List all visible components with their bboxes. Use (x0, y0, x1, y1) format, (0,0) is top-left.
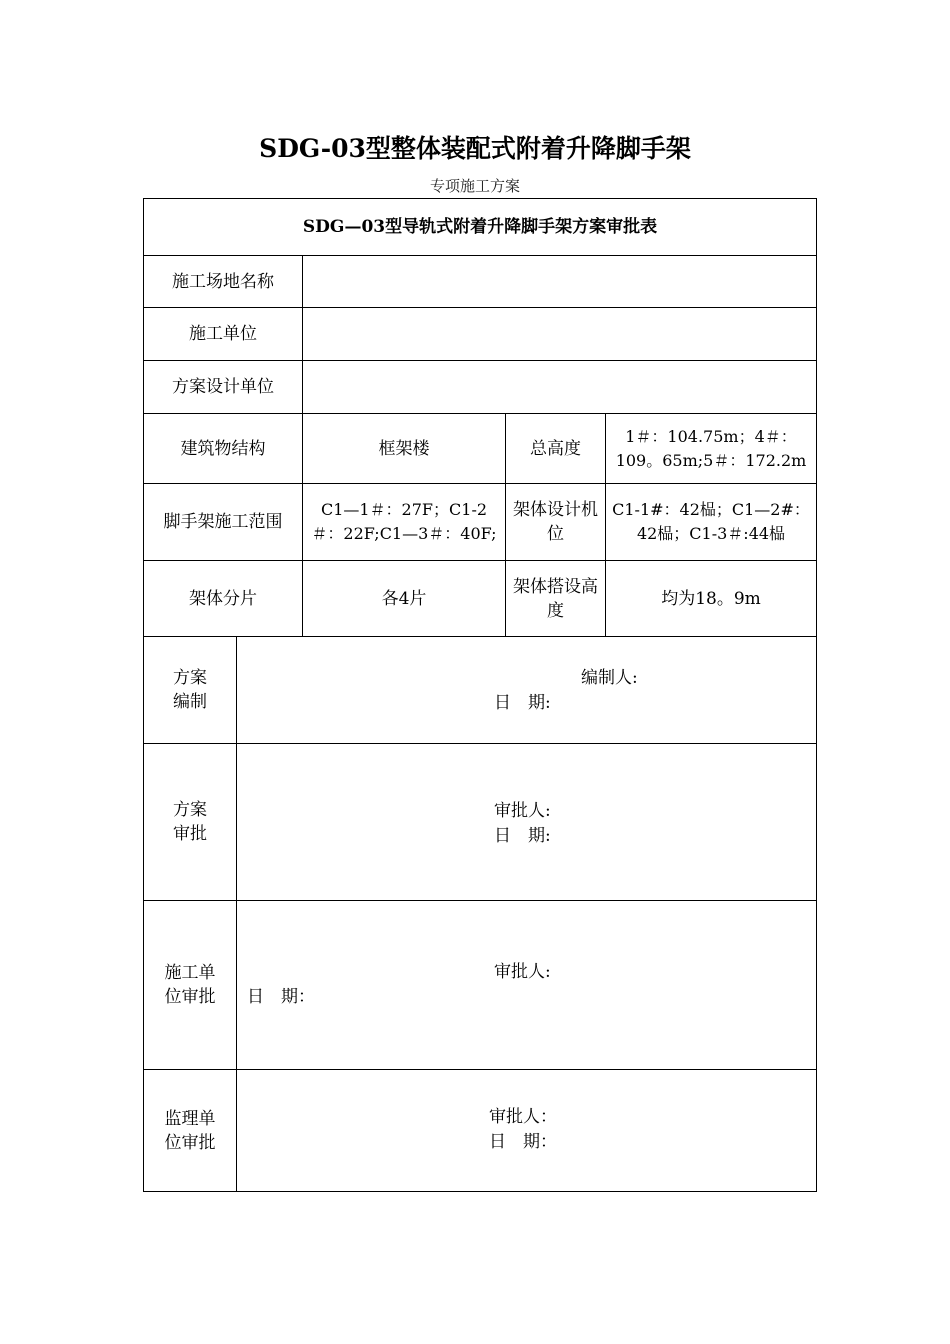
design-positions-value: C1-1#：42榀；C1—2#：42榀；C1-3＃:44榀 (606, 484, 817, 561)
structure-label: 建筑物结构 (144, 414, 303, 484)
erect-height-value: 均为18。9m (606, 561, 817, 637)
approve-section-label: 方案审批 (144, 744, 237, 901)
compile-date-label: 日 期: (494, 693, 551, 713)
design-unit-label: 方案设计单位 (144, 361, 303, 414)
document-title: SDG-03型整体装配式附着升降脚手架 (259, 134, 691, 163)
approve-section-body[interactable] (237, 744, 817, 901)
supervisor-date-label: 日 期： (489, 1132, 557, 1152)
approve-date-label: 日 期: (494, 826, 551, 846)
total-height-value: 1＃：104.75m；4＃：109。65m;5＃：172.2m (606, 414, 817, 484)
scope-label: 脚手架施工范围 (144, 484, 303, 561)
contractor-section-label: 施工单位审批 (144, 901, 237, 1070)
construction-unit-label: 施工单位 (144, 308, 303, 361)
compile-section-label: 方案编制 (144, 637, 237, 744)
structure-value: 框架楼 (303, 414, 506, 484)
compile-section-body[interactable] (237, 637, 817, 744)
compiler-label: 编制人: (581, 668, 638, 688)
scope-value: C1—1＃：27F；C1-2＃：22F;C1—3＃：40F; (303, 484, 506, 561)
form-title: SDG—03型导轨式附着升降脚手架方案审批表 (144, 199, 817, 256)
design-unit-field[interactable] (303, 361, 817, 414)
contractor-approver-label: 审批人: (494, 962, 551, 982)
supervisor-section-body[interactable] (237, 1070, 817, 1192)
contractor-date-label: 日 期： (247, 987, 315, 1007)
segments-label: 架体分片 (144, 561, 303, 637)
design-positions-label: 架体设计机位 (506, 484, 606, 561)
site-name-field[interactable] (303, 256, 817, 308)
erect-height-label: 架体搭设高度 (506, 561, 606, 637)
supervisor-section-label: 监理单位审批 (144, 1070, 237, 1192)
contractor-section-body[interactable] (237, 901, 817, 1070)
construction-unit-field[interactable] (303, 308, 817, 361)
total-height-label: 总高度 (506, 414, 606, 484)
supervisor-approver-label: 审批人： (489, 1107, 557, 1127)
site-name-label: 施工场地名称 (144, 256, 303, 308)
approval-form-table (143, 198, 817, 1192)
approver-label: 审批人: (494, 801, 551, 821)
document-subtitle: 专项施工方案 (429, 177, 520, 195)
segments-value: 各4片 (303, 561, 506, 637)
